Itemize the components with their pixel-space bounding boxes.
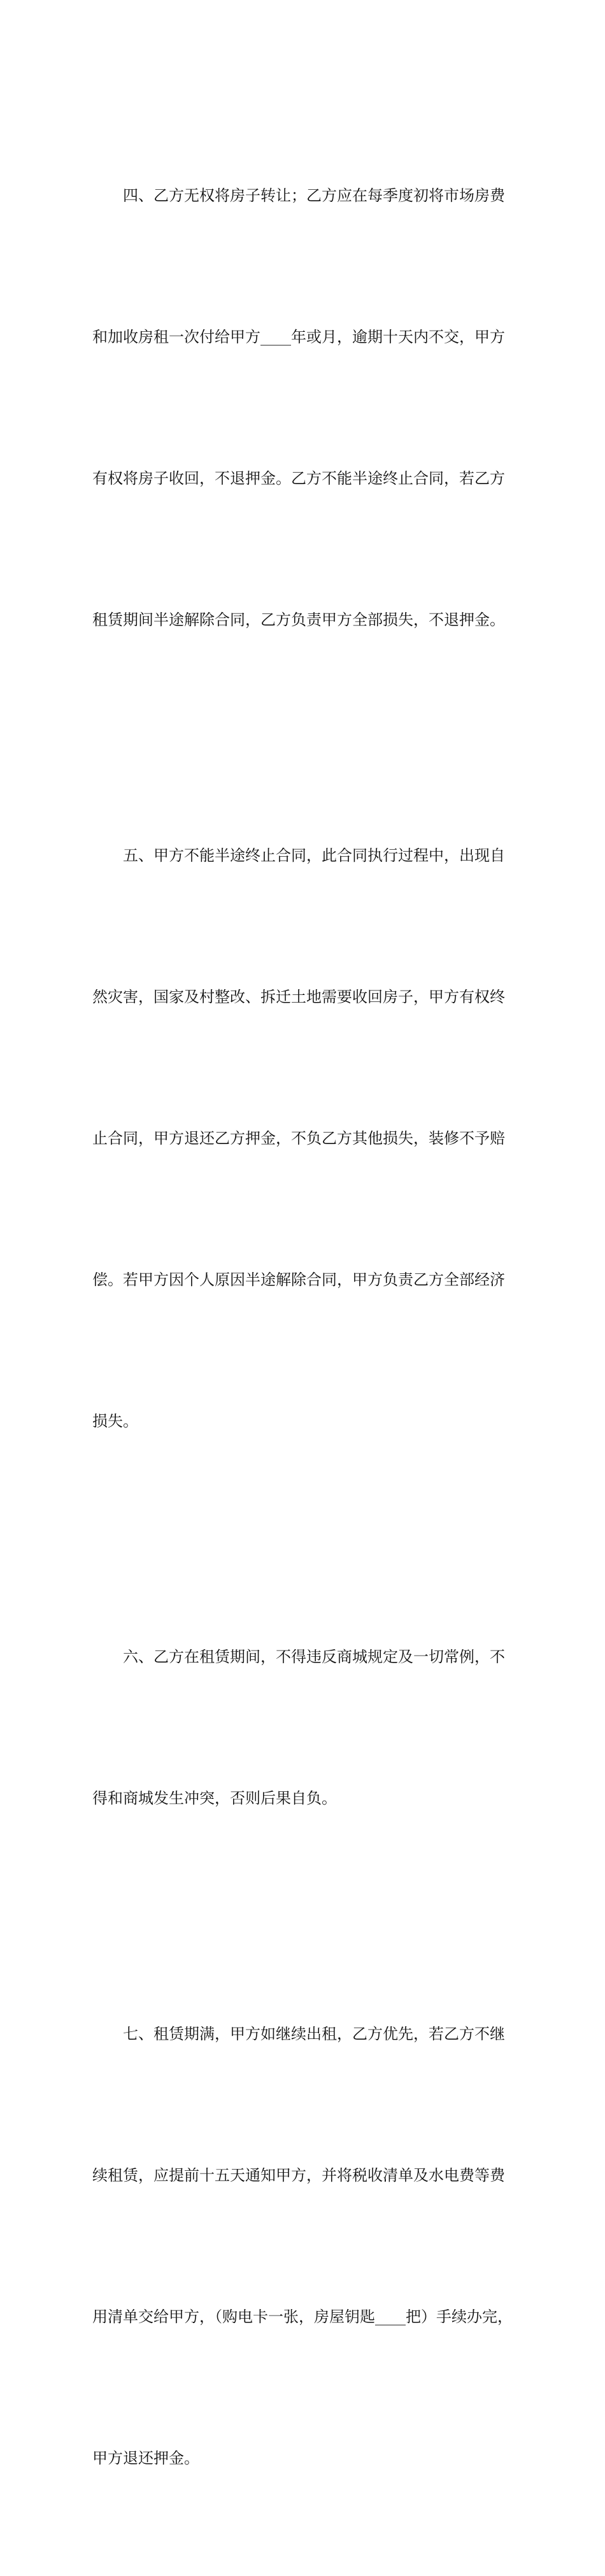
text-line: 有权将房子收回，不退押金。乙方不能半途终止合同，若乙方 — [92, 469, 505, 487]
clause-five — [92, 738, 525, 1539]
text-line: 止合同，甲方退还乙方押金，不负乙方其他损失，装修不予赔 — [92, 1129, 505, 1147]
text-line: 和加收房租一次付给甲方____年或月，逾期十天内不交，甲方 — [92, 328, 505, 346]
clause-four — [92, 78, 525, 738]
text-line: 损失。 — [92, 1412, 138, 1430]
text-line: 租赁期间半途解除合同，乙方负责甲方全部损失，不退押金。 — [92, 611, 505, 629]
clause-six — [92, 1539, 525, 1916]
text-line: 得和商城发生冲突，否则后果自负。 — [92, 1789, 337, 1807]
text-line: 六、乙方在租赁期间，不得违反商城规定及一切常例，不 — [123, 1648, 505, 1666]
text-line: 然灾害，国家及村整改、拆迁土地需要收回房子，甲方有权终 — [92, 988, 505, 1006]
clause-seven — [92, 1916, 525, 2576]
text-line: 偿。若甲方因个人原因半途解除合同，甲方负责乙方全部经济 — [92, 1271, 505, 1289]
contract-body — [92, 78, 525, 2576]
text-line: 续租赁，应提前十五天通知甲方，并将税收清单及水电费等费 — [92, 2166, 505, 2184]
text-line: 甲方退还押金。 — [92, 2449, 199, 2467]
text-line: 用清单交给甲方，（购电卡一张，房屋钥匙____把）手续办完， — [92, 2308, 513, 2326]
text-line: 四、乙方无权将房子转让；乙方应在每季度初将市场房费 — [123, 187, 505, 204]
text-line: 五、甲方不能半途终止合同，此合同执行过程中，出现自 — [123, 847, 505, 864]
text-line: 七、租赁期满，甲方如继续出租，乙方优先，若乙方不继 — [123, 2025, 505, 2043]
